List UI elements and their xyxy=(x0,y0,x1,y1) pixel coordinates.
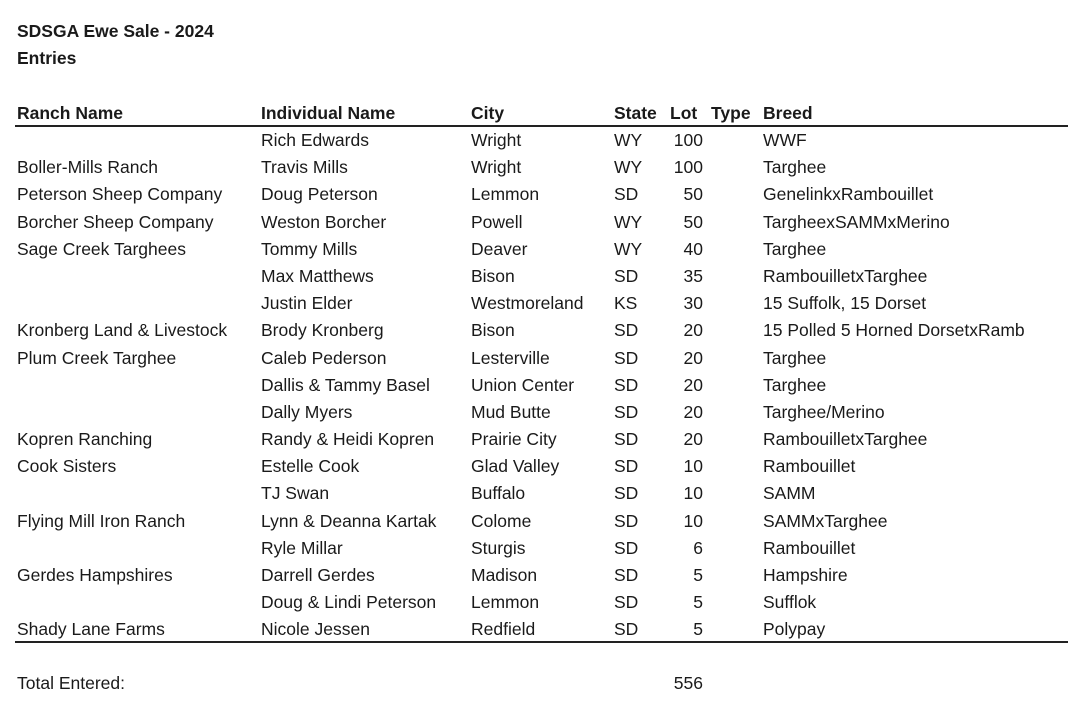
breed-cell: Rambouillet xyxy=(763,537,856,558)
table-row xyxy=(0,483,1083,510)
header-rule xyxy=(15,125,1068,127)
city-cell: Redfield xyxy=(471,619,536,640)
state-cell: SD xyxy=(614,320,639,341)
individual-name-cell: Rich Edwards xyxy=(261,130,369,150)
individual-name-cell: TJ Swan xyxy=(261,483,330,504)
ranch-name-cell: Sage Creek Targhees xyxy=(17,238,186,259)
lot-cell: 5 xyxy=(693,565,703,585)
footer-rule xyxy=(15,641,1068,643)
city-cell: Wright xyxy=(471,157,522,178)
table-row xyxy=(0,239,1083,266)
breed-cell: WWF xyxy=(763,130,807,150)
breed-cell: Targhee/Merino xyxy=(763,401,885,422)
lot-cell: 5 xyxy=(693,592,703,613)
ranch-name-cell: Shady Lane Farms xyxy=(17,619,165,640)
state-cell: WY xyxy=(614,238,643,259)
breed-cell: Rambouillet xyxy=(763,456,856,477)
individual-name-cell: Tommy Mills xyxy=(261,238,358,259)
table-row xyxy=(0,184,1083,211)
city-cell: Bison xyxy=(471,320,515,341)
lot-cell: 10 xyxy=(683,456,703,477)
ranch-name-cell: Plum Creek Targhee xyxy=(17,347,177,368)
city-cell: Lesterville xyxy=(471,347,550,368)
breed-cell: TargheexSAMMxMerino xyxy=(763,211,950,232)
city-cell: Lemmon xyxy=(471,184,540,205)
breed-cell: Targhee xyxy=(763,238,827,259)
individual-name-cell: Dally Myers xyxy=(261,401,353,422)
individual-name-cell: Darrell Gerdes xyxy=(261,565,375,585)
lot-cell: 40 xyxy=(683,238,703,259)
table-row xyxy=(0,212,1083,239)
breed-cell: Sufflok xyxy=(763,592,817,613)
state-cell: SD xyxy=(614,483,639,504)
table-row xyxy=(0,375,1083,402)
individual-name-cell: Estelle Cook xyxy=(261,456,360,477)
city-cell: Madison xyxy=(471,565,538,585)
table-row xyxy=(0,130,1083,157)
individual-name-cell: Weston Borcher xyxy=(261,211,387,232)
individual-name-cell: Ryle Millar xyxy=(261,537,343,558)
state-cell: SD xyxy=(614,592,639,613)
individual-name-cell: Justin Elder xyxy=(261,293,353,314)
state-cell: SD xyxy=(614,429,639,450)
breed-cell: Targhee xyxy=(763,374,827,395)
table-row xyxy=(0,429,1083,456)
breed-cell: 15 Suffolk, 15 Dorset xyxy=(763,293,927,314)
city-cell: Mud Butte xyxy=(471,401,551,422)
header-type: Type xyxy=(711,103,751,123)
state-cell: SD xyxy=(614,619,639,640)
state-cell: KS xyxy=(614,293,638,314)
lot-cell: 100 xyxy=(673,157,703,178)
state-cell: SD xyxy=(614,184,639,205)
table-row xyxy=(0,348,1083,375)
city-cell: Wright xyxy=(471,130,522,150)
ranch-name-cell: Boller-Mills Ranch xyxy=(17,157,159,178)
breed-cell: Polypay xyxy=(763,619,826,640)
total-label: Total Entered: xyxy=(17,673,125,693)
table-row xyxy=(0,565,1083,592)
table-header xyxy=(0,103,1083,127)
breed-cell: 15 Polled 5 Horned DorsetxRamb xyxy=(763,320,1025,341)
total-value: 556 xyxy=(673,673,703,693)
state-cell: SD xyxy=(614,456,639,477)
city-cell: Lemmon xyxy=(471,592,540,613)
header-individual-name: Individual Name xyxy=(261,103,396,123)
table-row xyxy=(0,266,1083,293)
breed-cell: RambouilletxTarghee xyxy=(763,265,928,286)
ranch-name-cell: Borcher Sheep Company xyxy=(17,211,214,232)
lot-cell: 6 xyxy=(693,537,703,558)
lot-cell: 10 xyxy=(683,483,703,504)
individual-name-cell: Brody Kronberg xyxy=(261,320,384,341)
state-cell: SD xyxy=(614,510,639,531)
individual-name-cell: Travis Mills xyxy=(261,157,348,178)
entries-table-body xyxy=(0,130,1083,647)
state-cell: SD xyxy=(614,347,639,368)
city-cell: Sturgis xyxy=(471,537,526,558)
table-row xyxy=(0,293,1083,320)
lot-cell: 50 xyxy=(683,211,703,232)
state-cell: SD xyxy=(614,374,639,395)
city-cell: Powell xyxy=(471,211,523,232)
ranch-name-cell: Peterson Sheep Company xyxy=(17,184,223,205)
lot-cell: 20 xyxy=(683,374,703,395)
header-breed: Breed xyxy=(763,103,813,123)
lot-cell: 20 xyxy=(683,429,703,450)
ranch-name-cell: Kronberg Land & Livestock xyxy=(17,320,228,341)
breed-cell: Hampshire xyxy=(763,565,848,585)
city-cell: Colome xyxy=(471,510,532,531)
lot-cell: 30 xyxy=(683,293,703,314)
breed-cell: GenelinkxRambouillet xyxy=(763,184,934,205)
header-state: State xyxy=(614,103,657,123)
state-cell: SD xyxy=(614,265,639,286)
individual-name-cell: Dallis & Tammy Basel xyxy=(261,374,430,395)
breed-cell: RambouilletxTarghee xyxy=(763,429,928,450)
ranch-name-cell: Cook Sisters xyxy=(17,456,117,477)
state-cell: WY xyxy=(614,130,643,150)
individual-name-cell: Lynn & Deanna Kartak xyxy=(261,510,437,531)
breed-cell: Targhee xyxy=(763,157,827,178)
table-row xyxy=(0,456,1083,483)
individual-name-cell: Caleb Pederson xyxy=(261,347,387,368)
city-cell: Prairie City xyxy=(471,429,557,450)
table-row xyxy=(0,402,1083,429)
breed-cell: Targhee xyxy=(763,347,827,368)
lot-cell: 20 xyxy=(683,401,703,422)
individual-name-cell: Nicole Jessen xyxy=(261,619,370,640)
header-city: City xyxy=(471,103,505,123)
state-cell: SD xyxy=(614,401,639,422)
individual-name-cell: Doug Peterson xyxy=(261,184,378,205)
city-cell: Westmoreland xyxy=(471,293,584,314)
table-row xyxy=(0,538,1083,565)
document-subtitle: Entries xyxy=(17,48,77,68)
state-cell: SD xyxy=(614,537,639,558)
lot-cell: 5 xyxy=(693,619,703,640)
city-cell: Deaver xyxy=(471,238,528,259)
header-lot: Lot xyxy=(670,103,698,123)
breed-cell: SAMM xyxy=(763,483,816,504)
table-row xyxy=(0,511,1083,538)
document-title: SDSGA Ewe Sale - 2024 xyxy=(17,21,214,41)
state-cell: WY xyxy=(614,211,643,232)
breed-cell: SAMMxTarghee xyxy=(763,510,888,531)
city-cell: Glad Valley xyxy=(471,456,560,477)
lot-cell: 100 xyxy=(673,130,703,150)
state-cell: WY xyxy=(614,157,643,178)
header-ranch-name: Ranch Name xyxy=(17,103,124,123)
city-cell: Bison xyxy=(471,265,515,286)
state-cell: SD xyxy=(614,565,639,585)
city-cell: Union Center xyxy=(471,374,575,395)
individual-name-cell: Doug & Lindi Peterson xyxy=(261,592,437,613)
lot-cell: 10 xyxy=(683,510,703,531)
lot-cell: 20 xyxy=(683,320,703,341)
individual-name-cell: Randy & Heidi Kopren xyxy=(261,429,435,450)
ranch-name-cell: Gerdes Hampshires xyxy=(17,565,173,585)
lot-cell: 35 xyxy=(683,265,703,286)
table-row xyxy=(0,592,1083,619)
lot-cell: 50 xyxy=(683,184,703,205)
ranch-name-cell: Flying Mill Iron Ranch xyxy=(17,510,186,531)
individual-name-cell: Max Matthews xyxy=(261,265,374,286)
table-row xyxy=(0,157,1083,184)
city-cell: Buffalo xyxy=(471,483,526,504)
table-row xyxy=(0,320,1083,347)
ranch-name-cell: Kopren Ranching xyxy=(17,429,153,450)
lot-cell: 20 xyxy=(683,347,703,368)
